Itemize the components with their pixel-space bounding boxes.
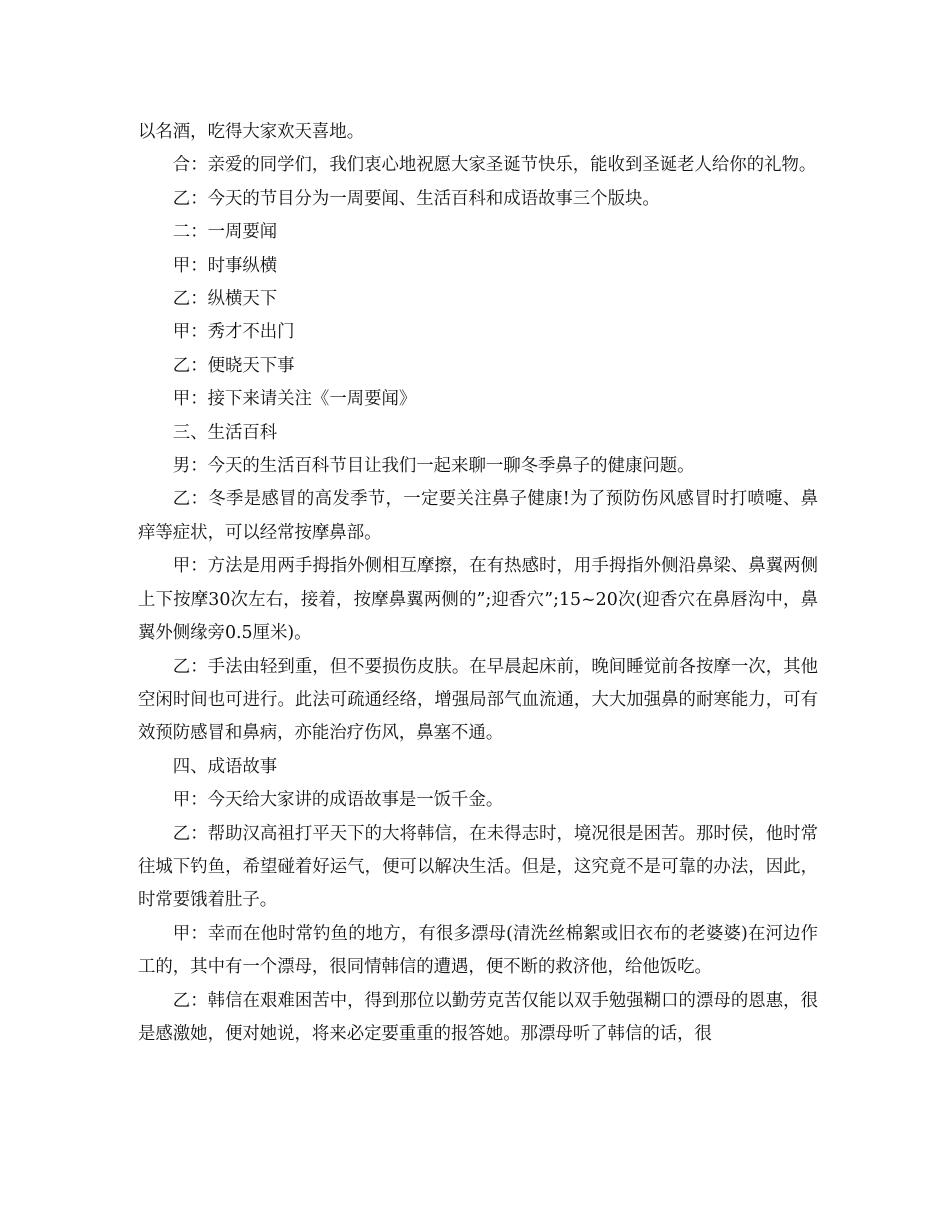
paragraph-2: 合：亲爱的同学们，我们衷心地祝愿大家圣诞节快乐，能收到圣诞老人给你的礼物。: [172, 155, 817, 176]
paragraph-18: 甲：幸而在他时常钓鱼的地方，有很多漂母(清洗丝棉絮或旧衣布的老婆婆)在河边作工的，其中有一个漂母，很同情韩信的遭遇，便不断的救济他，给他饭吃。: [138, 923, 818, 978]
document-body: [138, 116, 818, 1051]
paragraph-19: 乙：韩信在艰难困苦中，得到那位以勤劳克苦仅能以双手勉强糊口的漂母的恩惠，很是感激她，便对她说，将来必定要重重的报答她。那漂母听了韩信的话，很: [138, 990, 818, 1044]
paragraph-16: 甲：今天给大家讲的成语故事是一饭千金。: [172, 790, 504, 811]
paragraph-3: 乙：今天的节目分为一周要闻、生活百科和成语故事三个版块。: [172, 188, 660, 209]
paragraph-5: 甲：时事纵横: [172, 255, 278, 276]
paragraph-14: 乙：手法由轻到重，但不要损伤皮肤。在早晨起床前，晚间睡觉前各按摩一次，其他空闲时间也可进行。此法可疏通经络，增强局部气血流通，大大加强鼻的耐寒能力，可有效预防感冒和鼻病，亦能治疗伤风，鼻塞不通。: [138, 656, 818, 744]
paragraph-1: 以名酒，吃得大家欢天喜地。: [138, 122, 365, 142]
paragraph-9: 甲：接下来请关注《一周要闻》: [172, 389, 417, 410]
paragraph-6: 乙：纵横天下: [172, 289, 278, 310]
section-heading-life-encyclopedia: 三、生活百科: [172, 422, 278, 443]
paragraph-13: 甲：方法是用两手拇指外侧相互摩擦，在有热感时，用手拇指外侧沿鼻梁、鼻翼两侧上下按摩30次左右，接着，按摩鼻翼两侧的”;迎香穴”;15~20次(迎香穴在鼻唇沟中，鼻翼外侧缘旁0.5厘米)。: [138, 556, 818, 644]
paragraph-11: 男：今天的生活百科节目让我们一起来聊一聊冬季鼻子的健康问题。: [172, 456, 695, 477]
section-heading-weekly-news: 二：一周要闻: [172, 222, 278, 243]
paragraph-7: 甲：秀才不出门: [172, 322, 295, 343]
paragraph-12: 乙：冬季是感冒的高发季节，一定要关注鼻子健康!为了预防伤风感冒时打喷嚏、鼻痒等症状，可以经常按摩鼻部。: [138, 489, 818, 543]
paragraph-8: 乙：便晓天下事: [172, 355, 295, 376]
section-heading-idiom-story: 四、成语故事: [172, 756, 278, 777]
paragraph-17: 乙：帮助汉高祖打平天下的大将韩信，在未得志时，境况很是困苦。那时侯，他时常往城下钓鱼，希望碰着好运气，便可以解决生活。但是，这究竟不是可靠的办法，因此，时常要饿着肚子。: [138, 823, 818, 911]
